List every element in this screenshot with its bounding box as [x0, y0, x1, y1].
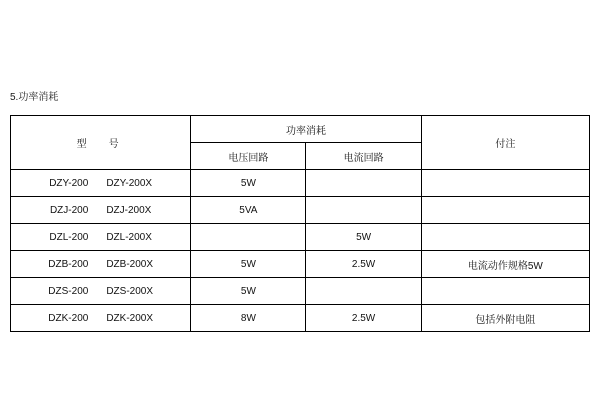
header-model: 型 号 — [11, 116, 191, 170]
model-code-primary: DZJ-200 — [49, 204, 89, 216]
cell-current — [306, 278, 421, 305]
cell-model — [11, 170, 191, 197]
cell-current — [306, 170, 421, 197]
model-code-primary: DZS-200 — [48, 285, 89, 297]
cell-model — [11, 224, 191, 251]
model-code-variant: DZS-200X — [106, 285, 153, 297]
model-code-primary: DZL-200 — [49, 231, 89, 243]
table-row — [11, 305, 590, 332]
table-row — [11, 224, 590, 251]
header-power: 功率消耗 — [191, 116, 421, 143]
cell-voltage: 5W — [191, 170, 306, 197]
header-voltage-circuit: 电压回路 — [191, 143, 306, 170]
table-row — [11, 251, 590, 278]
power-consumption-table — [10, 115, 590, 332]
cell-voltage: 8W — [191, 305, 306, 332]
cell-note — [421, 170, 589, 197]
cell-model — [11, 305, 191, 332]
cell-model — [11, 251, 191, 278]
table-row — [11, 278, 590, 305]
cell-voltage — [191, 224, 306, 251]
cell-note: 电流动作规格5W — [421, 251, 589, 278]
cell-note: 包括外附电阻 — [421, 305, 589, 332]
cell-note — [421, 224, 589, 251]
cell-voltage: 5W — [191, 251, 306, 278]
cell-model — [11, 278, 191, 305]
power-consumption-table-wrap — [10, 115, 590, 332]
cell-voltage: 5VA — [191, 197, 306, 224]
cell-current: 2.5W — [306, 305, 421, 332]
cell-current: 5W — [306, 224, 421, 251]
cell-note — [421, 278, 589, 305]
cell-current: 2.5W — [306, 251, 421, 278]
model-code-variant: DZB-200X — [106, 258, 153, 270]
table-body — [11, 170, 590, 332]
table-row — [11, 170, 590, 197]
section-title: 5.功率消耗 — [10, 92, 59, 103]
model-code-primary: DZK-200 — [48, 312, 89, 324]
cell-current — [306, 197, 421, 224]
cell-model — [11, 197, 191, 224]
model-code-variant: DZJ-200X — [106, 204, 152, 216]
table-row — [11, 197, 590, 224]
table-header-row-1 — [11, 116, 590, 143]
model-code-variant: DZK-200X — [106, 312, 153, 324]
table-head — [11, 116, 590, 170]
model-code-primary: DZY-200 — [49, 177, 89, 189]
header-current-circuit: 电流回路 — [306, 143, 421, 170]
model-code-primary: DZB-200 — [48, 258, 89, 270]
cell-voltage: 5W — [191, 278, 306, 305]
cell-note — [421, 197, 589, 224]
model-code-variant: DZY-200X — [106, 177, 153, 189]
header-note: 付注 — [421, 116, 589, 170]
model-code-variant: DZL-200X — [106, 231, 152, 243]
